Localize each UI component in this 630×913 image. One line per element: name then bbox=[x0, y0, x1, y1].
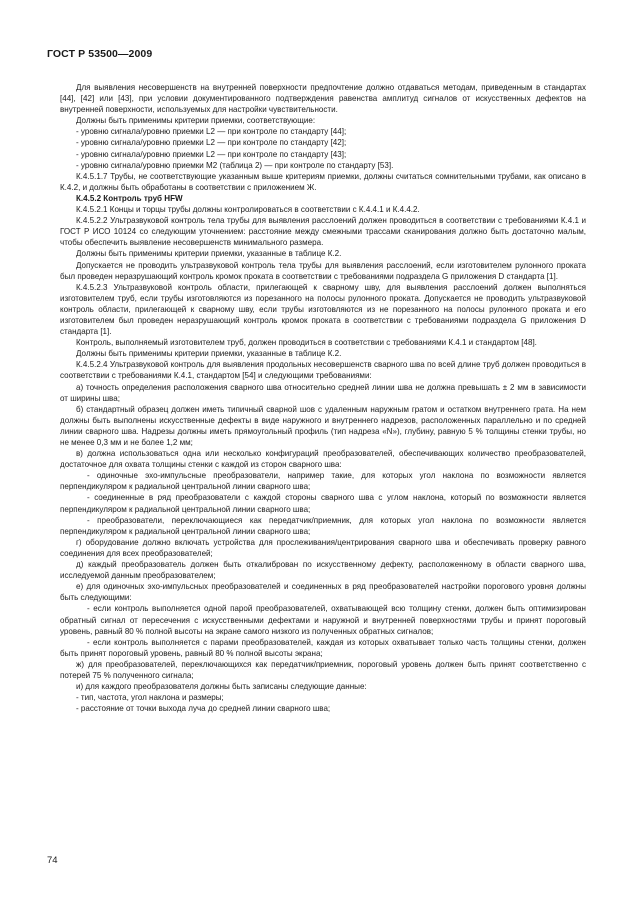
list-item: в) должна использоваться одна или несколько конфигураций преобразователей, обеспечивающих количество преобразователей, достаточное для охвата толщины стенки с каждой из сторон сварного шва: bbox=[60, 449, 586, 470]
list-item: - расстояние от точки выхода луча до средней линии сварного шва; bbox=[76, 704, 331, 714]
list-item: и) для каждого преобразователя должны быть записаны следующие данные: bbox=[76, 682, 367, 692]
paragraph: К.4.5.2.1 Концы и торцы трубы должны контролироваться в соответствии с К.4.4.1 и К.4.4.2. bbox=[76, 205, 420, 215]
list-item: - преобразователи, переключающиеся как передатчик/приемник, для которых угол наклона по возможности является перпендикуляром к радиальной центральной линии сварного шва; bbox=[60, 515, 586, 536]
list-item: а) точность определения расположения сварного шва относительно средней линии шва не должна превышать ± 2 мм в зависимости от ширины шва; bbox=[60, 382, 586, 403]
paragraph: Должны быть применимы критерии приемки, указанные в таблице К.2. bbox=[76, 349, 342, 359]
paragraph: Для выявления несовершенств на внутренней поверхности предпочтение должно отдаваться методам, приведенным в стандартах [44], [42] или [43], при условии документированного подтверждения равенства амплитуд сигналов от искусственных дефектов на внутренней поверхности, используемых для настройки чувствительности. bbox=[60, 83, 586, 115]
list-item: б) стандартный образец должен иметь типичный сварной шов с удаленным наружным гратом и остатком внутреннего грата. На нем должны быть выполнены искусственные дефекты в виде наружного и внутреннего надрезов, расположенных параллельно и по средней линии сварного шва. Надрезы должны иметь прямоугольный профиль (тип надреза «N»), глубину, равную 5 % толщины стенки трубы, но не менее 0,3 мм и не более 1,2 мм; bbox=[60, 404, 586, 447]
list-item: - тип, частота, угол наклона и размеры; bbox=[76, 693, 224, 703]
list-item: - уровню сигнала/уровню приемки L2 — при контроле по стандарту [42]; bbox=[76, 138, 347, 148]
paragraph: К.4.5.2.2 Ультразвуковой контроль тела трубы для выявления расслоений должен проводиться в соответствии с требованиями К.4.1 и ГОСТ Р ИСО 10124 со следующим уточнением: расстояние между смежными трассами сканирования должно быть достаточно малым, чтобы обеспечить выявление несовершенств минимального размера. bbox=[60, 216, 586, 248]
list-item: е) для одиночных эхо-импульсных преобразователей и соединенных в ряд преобразователей настройки порогового уровня должны быть следующими: bbox=[60, 582, 586, 603]
list-item: - если контроль выполняется с парами преобразователей, каждая из которых охватывает только часть толщины стенки, должен быть принят пороговый уровень, равный 80 % полной высоты экрана; bbox=[60, 637, 586, 658]
page-number: 74 bbox=[47, 855, 58, 866]
paragraph: Допускается не проводить ультразвуковой контроль тела трубы для выявления расслоений, если изготовителем рулонного проката был проведен неразрушающий контроль кромок проката в соответствии с требованиями подраздела G приложения D стандарта [1]. bbox=[60, 260, 586, 281]
list-item: ж) для преобразователей, переключающихся как передатчик/приемник, пороговый уровень должен быть принят соответственно с потерей 75 % полученного сигнала; bbox=[60, 659, 586, 680]
paragraph: К.4.5.1.7 Трубы, не соответствующие указанным выше критериям приемки, должны считаться сомнительными трубами, как описано в К.4.2, и должны быть обработаны в соответствии с приложением Ж. bbox=[60, 171, 586, 192]
list-item: д) каждый преобразователь должен быть откалиброван по искусственному дефекту, расположенному в области сварного шва, исследуемой данным преобразователем; bbox=[60, 560, 586, 581]
paragraph: Должны быть применимы критерии приемки, указанные в таблице К.2. bbox=[76, 249, 342, 259]
list-item: - уровню сигнала/уровню приемки L2 — при контроле по стандарту [43]; bbox=[76, 149, 347, 159]
paragraph: Контроль, выполняемый изготовителем труб, должен проводиться в соответствии с требованиями К.4.1 и стандартом [48]. bbox=[76, 338, 537, 348]
list-item: - уровню сигнала/уровню приемки M2 (таблица 2) — при контроле по стандарту [53]. bbox=[76, 160, 394, 170]
document-body bbox=[60, 82, 586, 714]
paragraph: К.4.5.2.4 Ультразвуковой контроль для выявления продольных несовершенств сварного шва по всей длине труб должен проводиться в соответствии с требованиями К.4.1, стандартом [54] и следующими требованиями: bbox=[60, 360, 586, 381]
list-item: г) оборудование должно включать устройства для прослеживания/центрирования сварного шва и обеспечивать проверку равного соединения для всех преобразователей; bbox=[60, 537, 586, 558]
list-item: - уровню сигнала/уровню приемки L2 — при контроле по стандарту [44]; bbox=[76, 127, 347, 137]
paragraph: К.4.5.2.3 Ультразвуковой контроль области, прилегающей к сварному шву, для выявления расслоений должен выполняться изготовителем труб, если трубы изготовляются из порезанного на полосы рулонного проката. Допускается не проводить ультразвуковой контроль области, прилегающей к сварному шву, если трубы изготовляются из не порезанного на полосы рулонного проката и его изготовителем был проведен неразрушающий контроль кромок проката в соответствии с требованиями подраздела G приложения D стандарта [1]. bbox=[60, 282, 586, 337]
paragraph: Должны быть применимы критерии приемки, соответствующие: bbox=[76, 116, 316, 126]
list-item: - одиночные эхо-импульсные преобразователи, например такие, для которых угол наклона по возможности является перпендикуляром к радиальной центральной линии сварного шва; bbox=[60, 471, 586, 492]
section-heading: К.4.5.2 Контроль труб HFW bbox=[76, 193, 183, 203]
document-header: ГОСТ Р 53500—2009 bbox=[47, 48, 153, 60]
list-item: - соединенные в ряд преобразователи с каждой стороны сварного шва с углом наклона, который по возможности является перпендикуляром к радиальной центральной линии сварного шва; bbox=[60, 493, 586, 514]
list-item: - если контроль выполняется одной парой преобразователей, охватывающей всю толщину стенки, должен быть оптимизирован обратный сигнал от пересечения с искусственными дефектами и наружной и внутренней поверхностями трубы и принят пороговый уровень, равный 80 % полной высоты на экране самого низкого из полученных обратных сигналов; bbox=[60, 604, 586, 636]
